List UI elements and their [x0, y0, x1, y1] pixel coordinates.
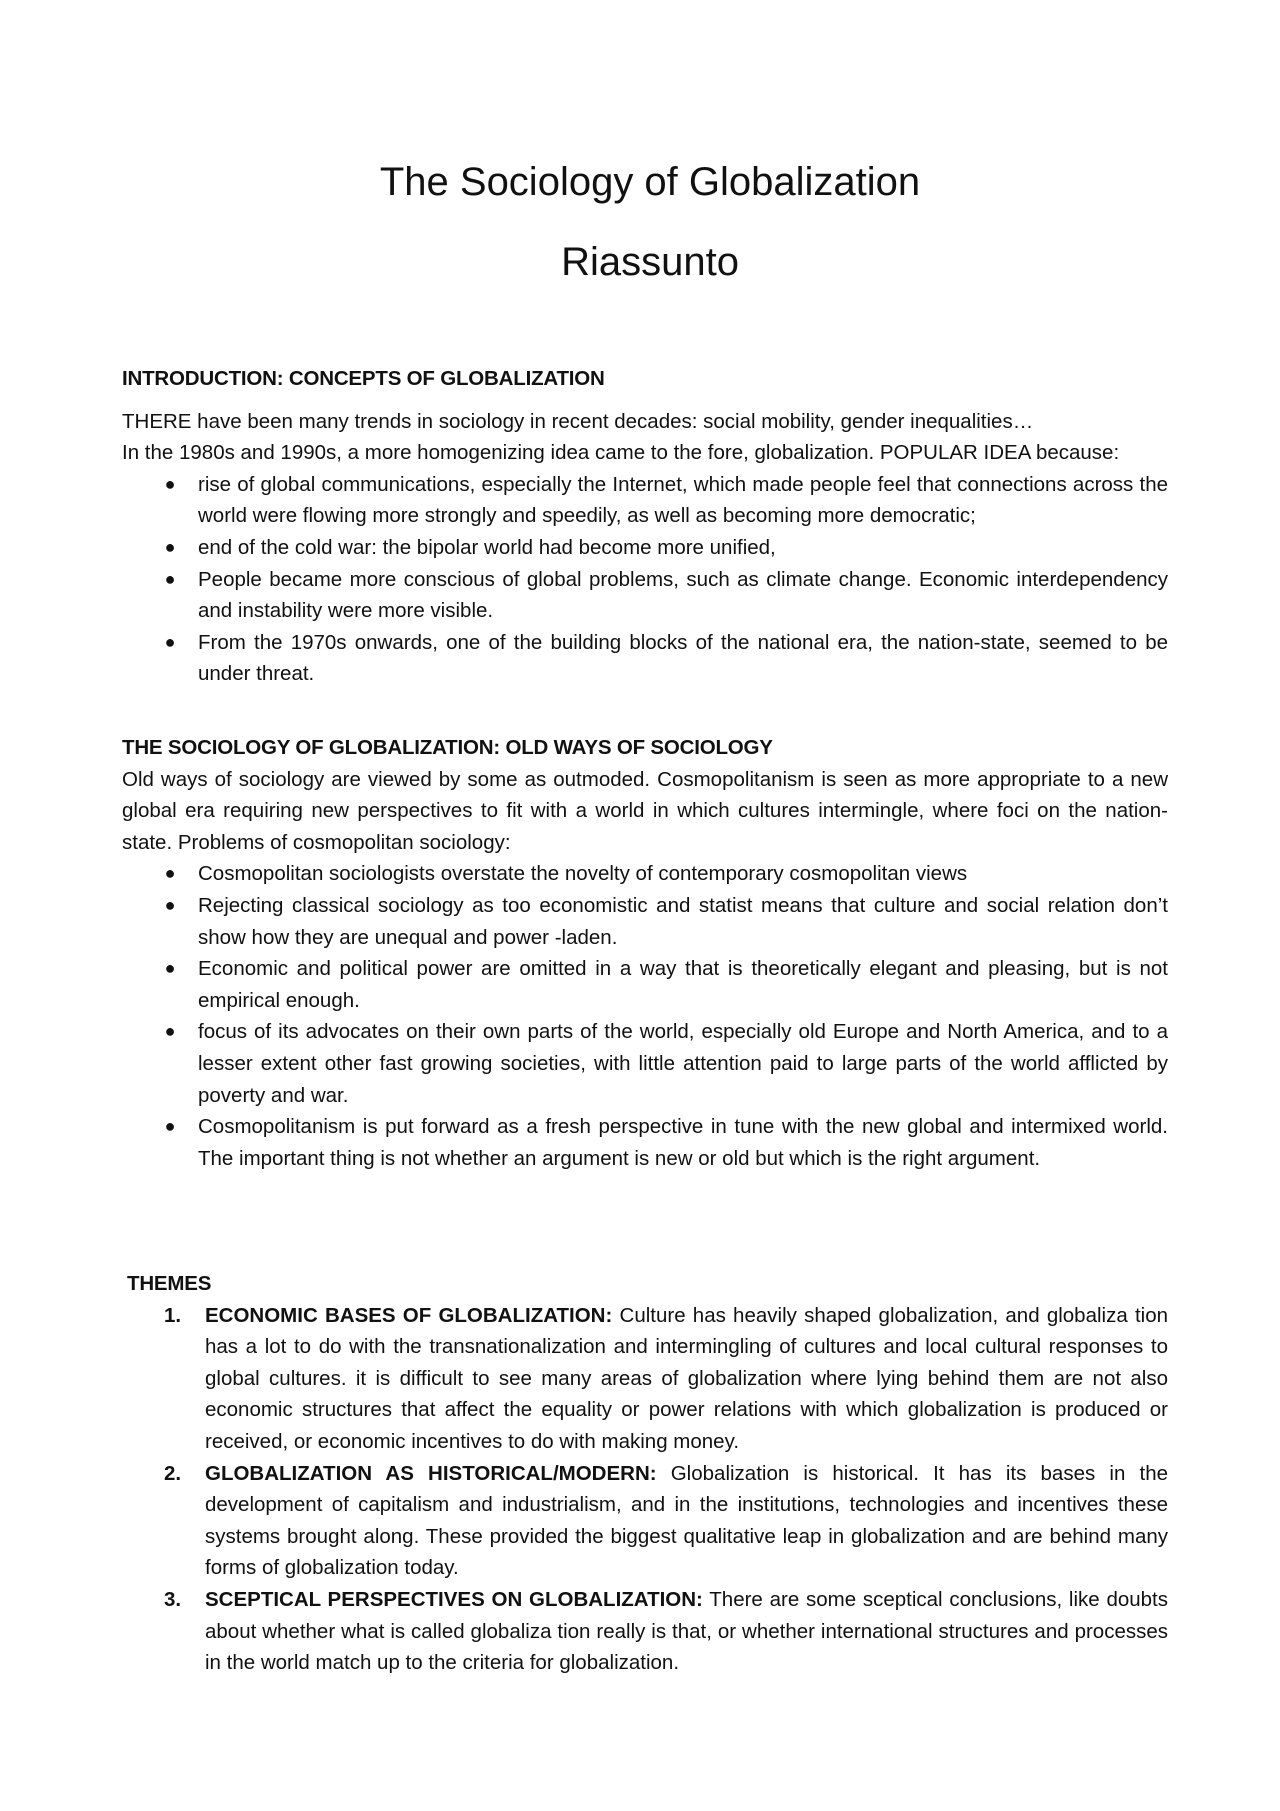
bullet-icon: ●: [164, 536, 176, 557]
list-item: [122, 1111, 1168, 1174]
item-text: Culture has heavily shaped globalization, and globaliza tion has a lot to do with the transnationalization and intermingling of cultures and local cultural responses to global cultures. it is difficult to see many areas of globalization where lying behind them are not also economic structures that affect the equality or power relations with which globalization is produced or received, or economic incentives to do with making money.: [205, 1303, 1168, 1453]
list-item: [122, 890, 1168, 953]
section-heading: INTRODUCTION: CONCEPTS OF GLOBALIZATION: [122, 367, 605, 390]
document-title: The Sociology of Globalization: [379, 160, 921, 204]
list-item-text: rise of global communications, especially the Internet, which made people feel that connections across the world were flowing more strongly and speedily, as well as becoming more democratic;: [198, 472, 1168, 528]
bullet-icon: ●: [164, 631, 176, 652]
paragraph: Old ways of sociology are viewed by some as outmoded. Cosmopolitanism is seen as more appropriate to a new global era requiring new perspectives to fit with a world in which cultures intermingle, where foci on the nation-state. Problems of cosmopolitan sociology:: [122, 767, 1168, 854]
list-item: [122, 1458, 1168, 1584]
list-item: [122, 627, 1168, 690]
list-item-text: Rejecting classical sociology as too economistic and statist means that culture and social relation don’t show how they are unequal and power -laden.: [198, 893, 1168, 949]
document-subtitle: Riassunto: [561, 240, 739, 284]
bullet-icon: ●: [164, 473, 176, 494]
list-number: 1.: [164, 1303, 182, 1327]
bullet-icon: ●: [164, 863, 176, 884]
bullet-icon: ●: [164, 1116, 176, 1137]
paragraph-line: THERE have been many trends in sociology in recent decades: social mobility, gender inequalities…: [122, 409, 1034, 433]
list-item: [122, 532, 1168, 564]
list-item: [122, 469, 1168, 532]
item-lead: GLOBALIZATION AS HISTORICAL/MODERN:: [205, 1461, 657, 1485]
numbered-list: [122, 1300, 1168, 1679]
bullet-icon: ●: [164, 1021, 176, 1042]
list-item-text: Cosmopolitan sociologists overstate the novelty of contemporary cosmopolitan views: [198, 862, 968, 886]
list-item: [122, 564, 1168, 627]
item-lead: ECONOMIC BASES OF GLOBALIZATION:: [205, 1303, 613, 1327]
list-item-text: From the 1970s onwards, one of the building blocks of the national era, the nation-state, seemed to be under threat.: [198, 630, 1168, 686]
list-item: [122, 1584, 1168, 1679]
old-ways-section: [122, 732, 1168, 1174]
section-heading: THEMES: [127, 1272, 212, 1295]
list-item: [122, 953, 1168, 1016]
introduction-section: [122, 363, 1168, 690]
list-item-text: People became more conscious of global problems, such as climate change. Economic interdependency and instability were more visible.: [198, 567, 1168, 623]
item-text: Globalization is historical. It has its bases in the development of capitalism and industrialism, and in the institutions, technologies and incentives these systems brought along. These provided the biggest qualitative leap in globalization and are behind many forms of globalization today.: [205, 1461, 1168, 1580]
list-item-text: focus of its advocates on their own parts of the world, especially old Europe and North America, and to a lesser extent other fast growing societies, with little attention paid to large parts of the world afflicted by poverty and war.: [198, 1020, 1168, 1107]
item-lead: SCEPTICAL PERSPECTIVES ON GLOBALIZATION:: [205, 1587, 703, 1611]
list-item-text: Economic and political power are omitted in a way that is theoretically elegant and pleasing, but is not empirical enough.: [198, 957, 1168, 1012]
list-item-text: Cosmopolitanism is put forward as a fresh perspective in tune with the new global and intermixed world. The important thing is not whether an argument is new or old but which is the right argument.: [198, 1115, 1168, 1170]
list-number: 3.: [164, 1587, 182, 1611]
themes-section: [122, 1268, 1168, 1679]
item-text: There are some sceptical conclusions, like doubts about whether what is called globaliza tion really is that, or whether international structures and processes in the world match up to the criteria for globalization.: [205, 1587, 1169, 1675]
list-item: [122, 1016, 1168, 1111]
bullet-icon: ●: [164, 894, 176, 915]
section-heading: THE SOCIOLOGY OF GLOBALIZATION: OLD WAYS OF SOCIOLOGY: [122, 736, 773, 759]
bullet-list: [122, 469, 1168, 690]
list-number: 2.: [164, 1461, 182, 1485]
list-item-text: end of the cold war: the bipolar world had become more unified,: [198, 535, 776, 559]
list-item: [122, 1300, 1168, 1458]
bullet-list: [122, 858, 1168, 1174]
bullet-icon: ●: [164, 958, 176, 979]
bullet-icon: ●: [164, 568, 176, 589]
list-item: [122, 858, 1168, 890]
paragraph-line: In the 1980s and 1990s, a more homogenizing idea came to the fore, globalization. POPULAR IDEA because:: [122, 441, 1120, 465]
